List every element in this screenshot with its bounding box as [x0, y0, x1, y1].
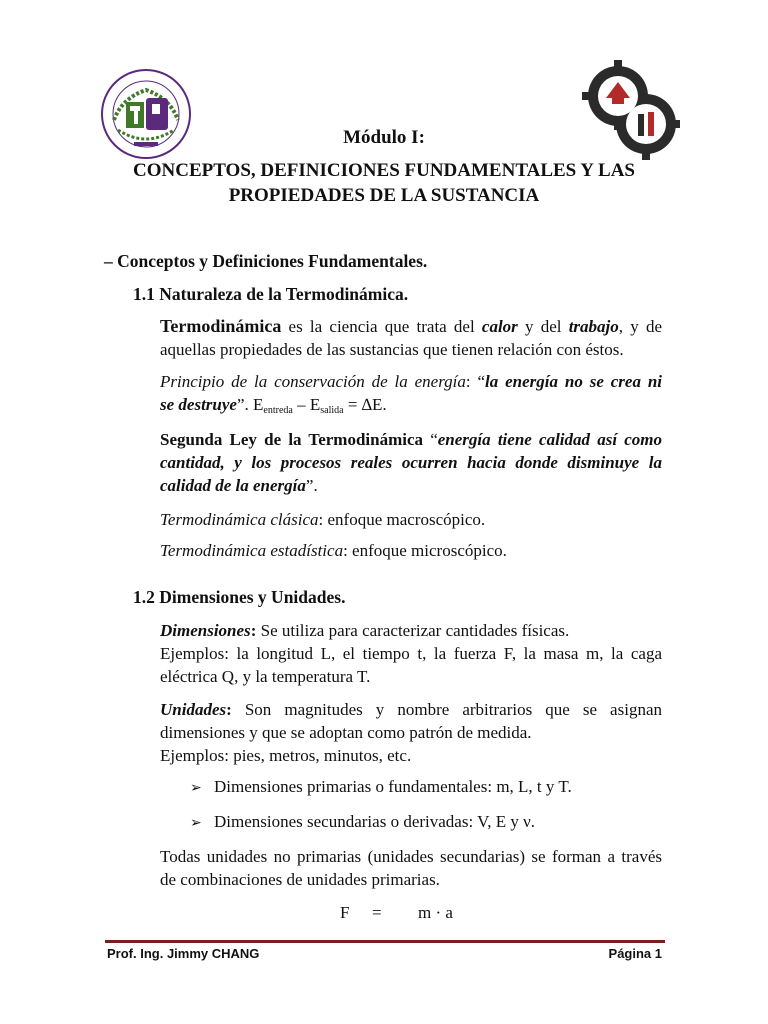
arrow-bullet-icon: ➢	[190, 781, 202, 796]
newton-equation-ma: m · a	[418, 903, 453, 922]
footer-divider	[105, 940, 665, 943]
arrow-bullet-icon: ➢	[190, 816, 202, 831]
unidades-definition: Unidades: Son magnitudes y nombre arbitrarios que se asignan dimensiones y que se adoptan como patrón de medida. Ejemplos: pies, metros, minutos, etc.	[160, 700, 662, 765]
section-heading: – Conceptos y Definiciones Fundamentales.	[104, 251, 428, 271]
newton-equation-equals: =	[372, 903, 382, 922]
principio-conservacion: Principio de la conservación de la energía: “la energía no se crea ni se destruye”. $E_{entreda} - E_{salida} = \Delta E$.	[160, 372, 662, 416]
main-title-line-1: CONCEPTOS, DEFINICIONES FUNDAMENTALES Y LAS	[133, 160, 635, 181]
subsection-1-2-heading: 1.2 Dimensiones y Unidades.	[133, 587, 346, 607]
newton-equation-f: F	[340, 903, 350, 922]
module-title: Módulo I:	[343, 127, 425, 148]
dimensiones-definition: Dimensiones: Se utiliza para caracterizar cantidades físicas. Ejemplos: la longitud L, el tiempo t, la fuerza F, la masa m, la caga eléctrica Q, y la temperatura T.	[160, 621, 662, 686]
termodinamica-definition: Termodinámica es la ciencia que trata del calor y del trabajo, y de aquellas propiedades de las sustancias que tienen relación con éstos.	[160, 316, 662, 359]
footer-page-number: Página 1	[608, 946, 662, 961]
subsection-1-1-heading: 1.1 Naturaleza de la Termodinámica.	[133, 284, 409, 304]
termodinamica-estadistica: Termodinámica estadística: enfoque microscópico.	[160, 541, 507, 560]
segunda-ley: Segunda Ley de la Termodinámica “energía tiene calidad así como cantidad, y los procesos reales ocurren hacia donde disminuye la calidad de la energía”.	[160, 430, 662, 495]
termodinamica-clasica: Termodinámica clásica: enfoque macroscópico.	[160, 510, 486, 529]
bullet-dimensiones-primarias: ➢ Dimensiones primarias o fundamentales: m, L, t y T.	[190, 777, 572, 796]
footer-author: Prof. Ing. Jimmy CHANG	[107, 946, 260, 961]
todas-unidades-paragraph: Todas unidades no primarias (unidades secundarias) se forman a través de combinaciones de unidades primarias.	[160, 847, 662, 889]
bullet-dimensiones-secundarias: ➢ Dimensiones secundarias o derivadas: V, E y ν.	[190, 812, 536, 831]
main-title-line-2: PROPIEDADES DE LA SUSTANCIA	[228, 185, 540, 206]
